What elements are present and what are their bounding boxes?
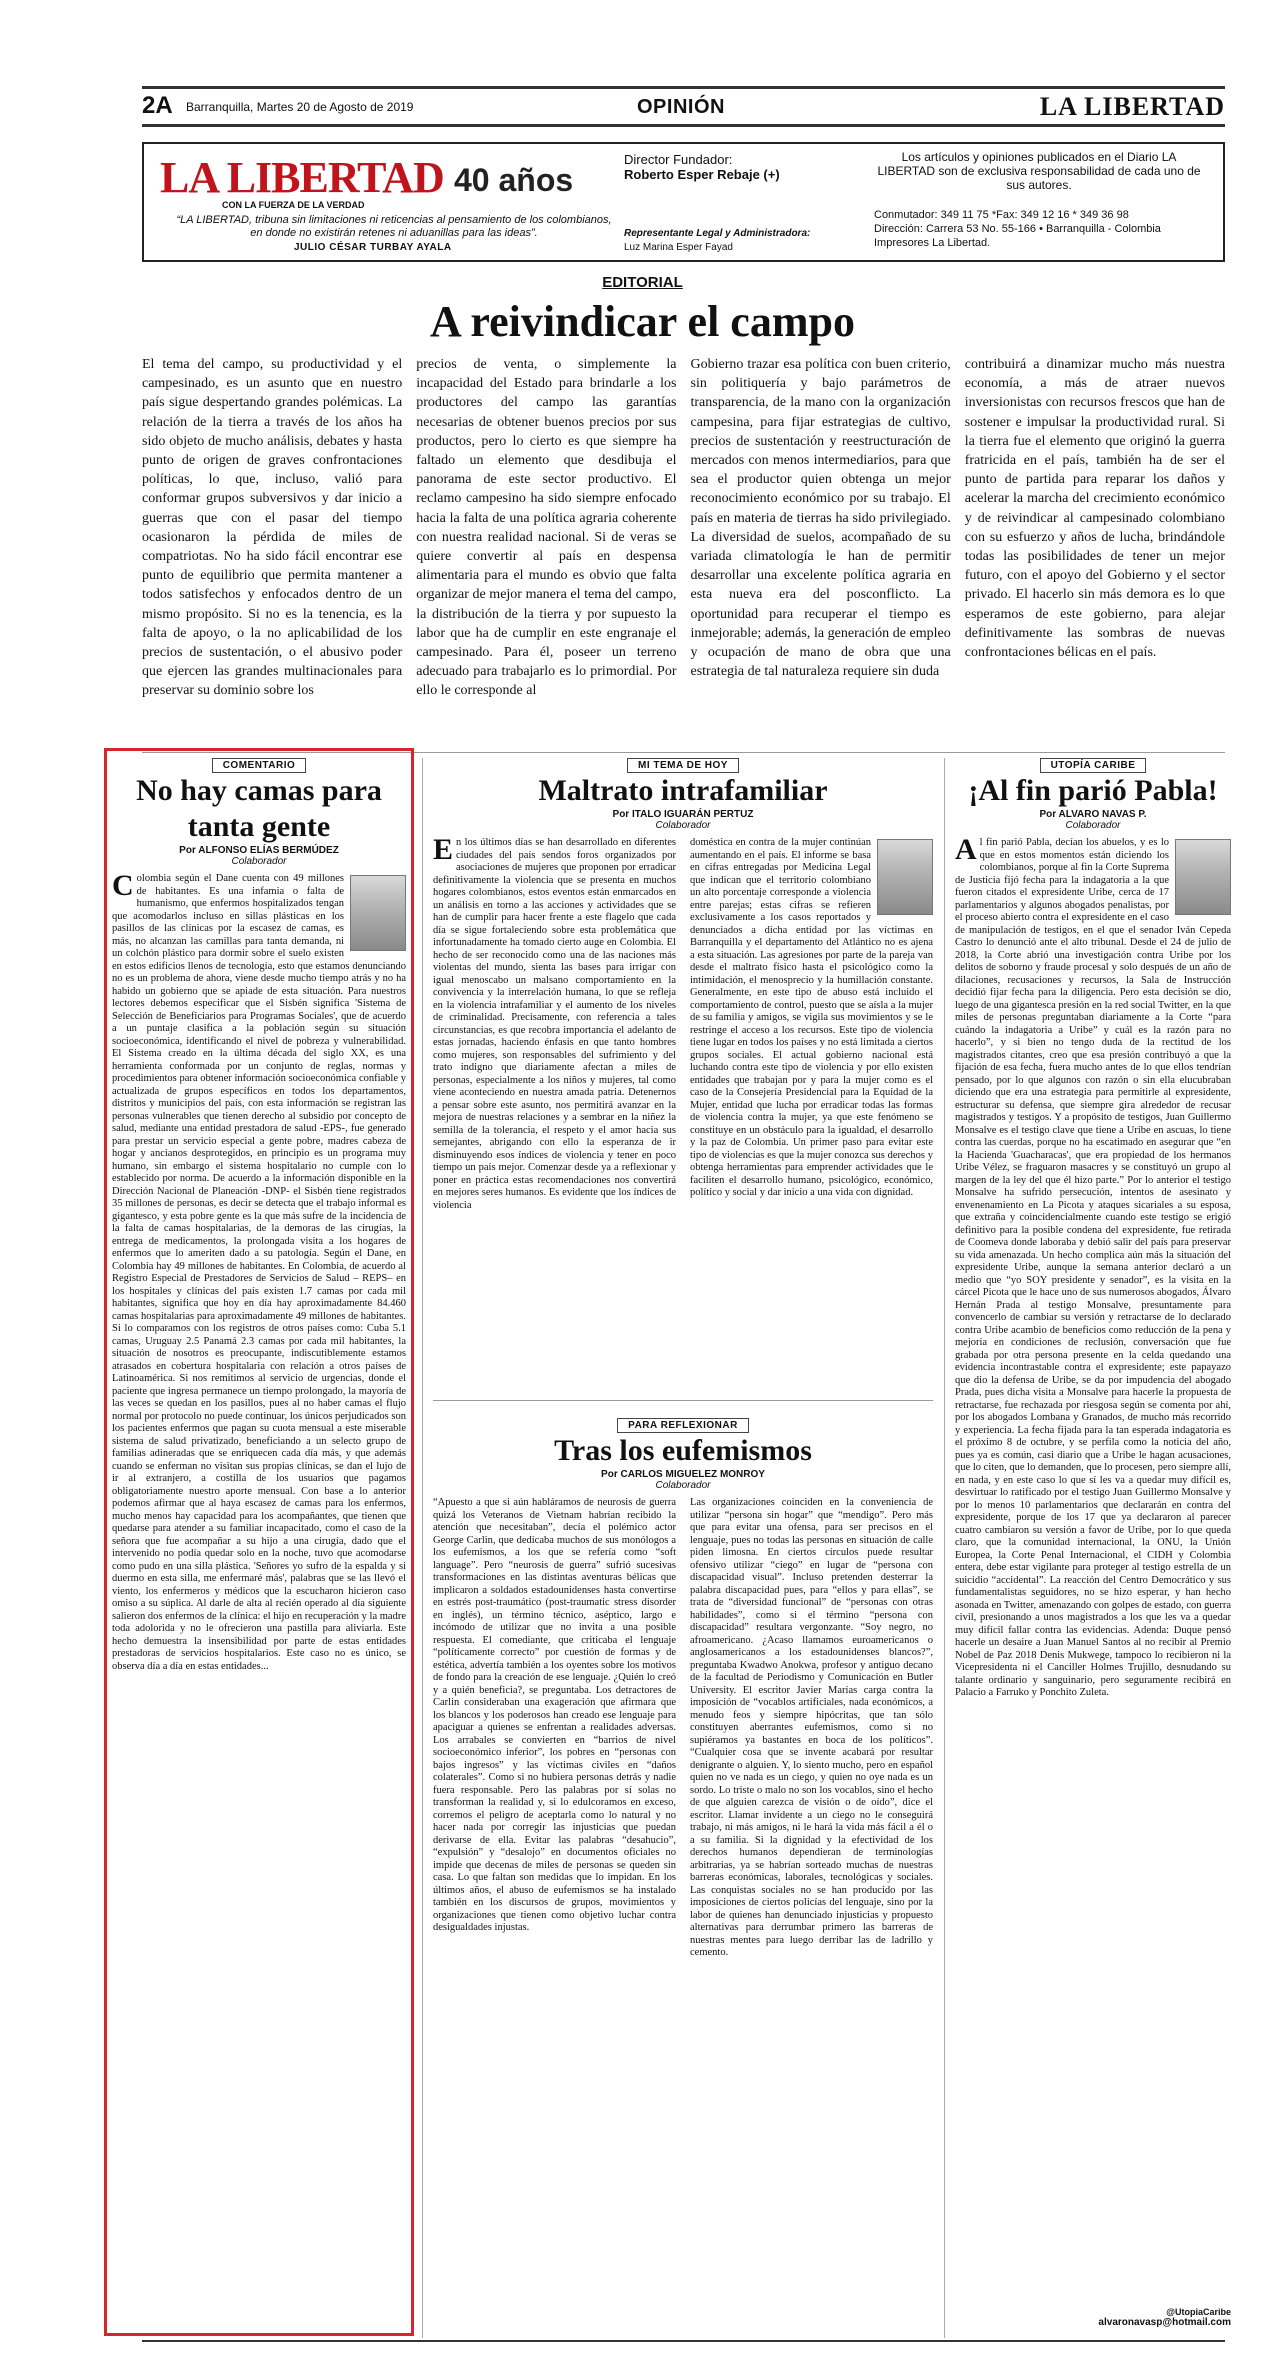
article-eufemismos xyxy=(433,1418,933,2338)
article-role: Colaborador xyxy=(231,856,287,867)
article-body: En los últimos días se han desarrollado en diferentes ciudades del país sendos foros organizados por asociaciones de mujeres que proponen por erradicar definitivamente la violencia que se presenta en muchos hogares colombianos, estos eventos están enmarcados en un análisis en torno a las acciones y actividades que se han de cumplir para hacer frente a este flagelo que cada día se sigue fortaleciendo sobre esta problemática que infortunadamente ha tomado cierto auge en Colombia. El hecho de ser reconocido como una de las naciones más violentas del mundo, sienta las bases para irrigar con igual menoscabo un malsano comportamiento en la convivencia y la interrelación humana, lo que se refleja en la violencia intrafamiliar y el aumento de los niveles de criminalidad. Precisamente, con referencia a tales circunstancias, es que recobra importancia el adelanto de estas jornadas, haciendo énfasis en que tanto hombres como mujeres, son responsables del sufrimiento y del trato indigno que diariamente afectan a miles de personas, especialmente a los niños y mujeres, tal como viene aconteciendo en nuestra amada patria. Detenernos a pensar sobre este asunto, nos permitirá avanzar en la mejora de nuestras relaciones y a sembrar en la niñez la semilla de la tolerancia, el respeto y el amor hacia sus semejantes, abrigando con ello la esperanza de ir disminuyendo esos índices de violencia y tener en poco tiempo un país mejor. Comenzar desde ya a reflexionar y poner en práctica estas recomendaciones nos convertirá en mejores seres humanos. Es evidente que los índices de violencia doméstica en contra de la mujer continúan aumentando en el país. El informe se basa en cifras entregadas por Medicina Legal que indican que el territorio colombiano un alto porcentaje corresponde a violencia entre parejas; estas cifras se refieren exclusivamente a los casos reportados y denunciados a dicha entidad por las víctimas en Barranquilla y el departamento del Atlántico no es ajena a esta situación. Las agresiones por parte de la pareja van desde el maltrato físico hasta el psicológico como la intimidación, el menosprecio y la humillación constante. Generalmente, en este tipo de abuso está incluido el comportamiento de control, puesto que se aísla a la mujer de su familia y amigos, se vigila sus movimientos y se le restringe el acceso a los recursos. Este tipo de violencia tiene lugar en todos los países y no está limitada a ciertos grupos sociales. El actual gobierno nacional está luchando contra este tipo de violencia y por ello existen entidades que trabajan por y para la mujer como es el caso de la Consejería Presidencial para la Equidad de la Mujer, entidad que lucha por erradicar todas las formas de violencia contra la mujer, ya que este fenómeno se constituye en un obstáculo para la igualdad, el desarrollo y la paz de Colombia. Un primer paso para evitar este tipo de violencias es que la mujer conozca sus derechos y obtenga herramientas para emprender actividades que le faciliten el desarrollo humano, psicológico, económico, político y social y dar inicio a una vida con dignidad. xyxy=(433,837,933,1211)
article-body: “Apuesto a que si aún habláramos de neurosis de guerra quizá los Veteranos de Vietnam habrían recibido la atención que necesitaban”, decía el polémico actor George Carlin, que dedicaba muchos de sus monólogos a los eufemismos, a los que se refería como “soft language”. Pero “neurosis de guerra” sufrió sucesivas transformaciones en las distintas aventuras bélicas que implicaron a soldados estadounidenses hasta convertirse en estrés post-traumático (post-traumatic stress disorder en inglés), un término técnico, aséptico, largo e incómodo de utilizar que no invita a una posible respuesta. El comediante, que criticaba el lenguaje “políticamente correcto” por cuestión de formas y de estética, advertía también a los oyentes sobre los motivos de fondo para la creación de ese lenguaje. ¿Quién lo creó y a quién beneficia?, se preguntaba. Los detractores de Carlin consideraban una exageración que afirmara que los blancos y los poderosos han creado ese lenguaje para apaciguar a quienes se enfrentan a realidades adversas. Los arrabales se convierten en “barrios de nivel socioeconómico inferior”, los pobres en “personas con bajos ingresos” y las víctimas civiles en “daños colaterales”. Como si no hubiera personas detrás y nadie fuera responsable. Pero las palabras por sí solas no transforman la realidad y, si lo edulcoramos en exceso, corremos el peligro de aceptarla como lo natural y no hacer nada por corregir las injusticias que puedan derivarse de ella. Evitar las palabras “desahucio”, “expulsión” y “desalojo” en documentos oficiales no impide que decenas de miles de personas se queden sin casa. Lo que faltan son medidas que lo impidan. En los últimos años, el abuso de eufemismos se ha instalado también en los discursos de grupos, movimientos y organizaciones que tienen como objetivo luchar contra desigualdades injustas. Las organizaciones coinciden en la conveniencia de utilizar “persona sin hogar” que “mendigo”. Pero más que para evitar una ofensa, para ser precisos en el lenguaje, pues no todas las personas en situación de calle piden limosna. En ciertos círculos puede resultar ofensivo utilizar “ciego” en lugar de “persona con discapacidad visual”. Incluso pretenden desterrar la palabra discapacidad pues, para “ellos y para ellas”, se trata de “diversidad funcional” de “personas con otras habilidades”, como si el término “persona con discapacidad” resultara vergonzante. “Soy negro, no afroamericano. ¿Acaso llamamos euroamericanos o anglosamericanos a los estadounidenses blancos?”, preguntaba Kwadwo Anokwa, profesor y antiguo decano de la facultad de Periodismo y Comunicación en Butler University. El escritor Javier Marías carga contra la imposición de “vocablos artificiales, nada económicos, a menudo feos y siempre hipócritas, que tan sólo constituyen aberrantes eufemismos, como si no supiéramos ya bastantes en boca de los políticos”. “Cualquier cosa que se invente acabará por resultar denigrante o alguien. Y, lo siento mucho, pero en español quien no ve nada es un ciego, y quien no oye nada es un sordo. Lo triste o malo no son los vocablos, sino el hecho de que alguien carezca de visión o de oído”, dice el escritor. Llamar invidente a un ciego no le conseguirá trabajo, ni más amigos, ni le hará la vida más fácil a él o a su familia. Si la dignidad y la efectividad de los derechos humanos dependieran de terminologías arbitrarias, ya se habrían sorteado muchas de nuestras barreras económicas, laborales, tecnológicas y sociales. Las conquistas sociales no se han producido por las imposiciones de ciertos policías del lenguaje, sino por la labor de quienes han denunciado injusticias y propuesto alternativas para derrumbar primero las barreras de nuestras mentes para luego derribar las de ladrillo y cemento. xyxy=(433,1497,933,1958)
drop-cap: E xyxy=(433,837,454,866)
drop-cap: C xyxy=(112,869,134,902)
director-label: Director Fundador: xyxy=(624,152,733,167)
masthead-slogan: CON LA FUERZA DE LA VERDAD xyxy=(222,200,365,210)
article-body: Colombia según el Dane cuenta con 49 millones de habitantes. Es una infamia o falta de humanismo, que enfermos hospitalizados tengan que acomodarlos incluso en sillas plásticas en los pasillos de las clínicas por la escasez de camas, es más, no alcanzan las camillas para tanta demanda, ni un colchón plástico para dormir sobre el suelo existen en estos edificios llenos de tecnología, esto que estamos denunciando no es un problema de ahora, viene desde mucho tiempo atrás y no ha habido un gobierno que se apiade de esta situación. Para nuestros lectores debemos especificar que el Sisbén significa 'Sistema de Selección de Beneficiarios para Programas Sociales', que de acuerdo a un puntaje clasifica a la población según su situación socioeconómica, identificando el nivel de pobreza y vulnerabilidad. El Sistema creado en la última década del siglo XX, es una herramienta conformada por un conjunto de reglas, normas y procedimientos para obtener información socioeconómica confiable y actualizada de grupos específicos en todos los departamentos, distritos y municipios del país, con esta información se registran las personas vulnerables que tienen derecho al subsidio por concepto de salud, mediante una entidad prestadora de salud -EPS-, fue generado para prestar un servicio especial a gente pobre, madres cabeza de hogar y ancianos desprotegidos, en principio es un programa muy humano, sin embargo el sistema hospitalario no cumple con lo establecido por norma. De acuerdo a la información disponible en la Dirección Nacional de Planeación -DNP- el Sisbén tiene registrados 35 millones de personas, es decir se detecta que el trabajo informal es gigantesco, y esta pobre gente es la que más sufre de la incidencia de la falta de camas hospitalarias, de la demoras de las cirugías, la entrega de medicamentos, la prolongada visita a los hogares de enfermos que lo ameriten dado a su patología. Según el Dane, en Colombia hay 49 millones de habitantes. En Colombia, de acuerdo al Registro Especial de Prestadores de Servicios de Salud – REPS– en los hospitales y clínicas del país existen 1.7 camas por cada mil habitantes, significa que hoy en día hay aproximadamente 84.460 camas hospitalarias para aproximadamente 49 millones de habitantes. Si lo comparamos con los registros de otros países como: Cuba 5.1 camas, Uruguay 2.5 Panamá 2.3 camas por cada mil habitantes, la situación de nosotros es preocupante, indiscutiblemente estamos atrasados en cobertura hospitalaria con relación a otros países de Latinoamérica. Si nos remitimos al servicio de urgencias, donde el paciente que ingresa permanece un tiempo prolongado, la mayoría de las veces se quedan en los pasillos, pues al no haber camas el flujo normal por protocolo no puede continuar, los únicos perjudicados son los pacientes enfermos que pagan su cuota mensual a este miserable sistema de salud privatizado, beneficiando a un selecto grupo de familias adineradas que se enriquecen cada día más, y que además cuando se enferman no visitan sus propias clínicas, se dan el lujo de ir al extranjero, a costilla de los usuarios que pagamos obligatoriamente nuestro aporte mensual. Con base a lo anterior podemos afirmar que al haya escasez de camas para los enfermos, mucho menos hay capacidad para los acompañantes, que tienen que quedarse para atender a su familiar incapacitado, como el caso de la señora que fue acompañar a su hijo a una cirugía, dado que el intervenido no podía quedar solo en la noche, tuvo que acomodarse como pudo en una silla plástica. 'Señores yo sufro de la espalda y si duermo en esta silla, me enfermaré más', palabras que se las llevó el viento, los enfermeros y médicos que la escucharon hicieron caso omiso a su súplica. Al darle de alta al recién operado al día siguiente salieron dos enfermos de la clínica: el hijo en recuperación y la madre toda adolorida y no le ofrecieron una pastilla para aliviarla. Este hecho demuestra la insensibilidad por parte de estas entidades prestadoras de servicios hospitalarios. Este caso no es único, se observa día a día en estas entidades... xyxy=(112,869,406,1672)
masthead-quote-author: JULIO CÉSAR TURBAY AYALA xyxy=(294,242,452,253)
drop-cap: A xyxy=(955,837,977,866)
masthead-logo: LA LIBERTAD xyxy=(160,153,444,202)
article-title: No hay camas para tanta gente xyxy=(136,774,382,843)
editorial-column: precios de venta, o simplemente la incapacidad del Estado para brindarle a los productores del campo las garantías necesarias de obtener buenos precios por sus productos, pero lo cierto es que siempre ha faltado un elemento que desdibuja el panorama de este sector productivo. El reclamo campesino ha sido siempre enfocado hacia la falta de una política agraria coherente con nuestra realidad nacional. Si de veras se quiere convertir al país en despensa alimentaria para el mundo es obvio que falta organizar de mejor manera el tema del campo, la distribución de la tierra y por supuesto la labor que ha de cumplir en este engranaje el campesinado. Para él, poseer un terreno adecuado para trabajarlo es lo primordial. Por ello le corresponde al xyxy=(416,357,677,699)
contact-info xyxy=(874,208,1161,250)
contact-address: Dirección: Carrera 53 No. 55-166 • Barranquilla - Colombia xyxy=(874,223,1161,235)
article-role: Colaborador xyxy=(655,1480,711,1491)
article-pabla xyxy=(955,758,1231,2338)
article-comentario xyxy=(112,758,406,2330)
article-role: Colaborador xyxy=(655,820,711,831)
article-title: ¡Al fin parió Pabla! xyxy=(968,774,1218,807)
editorial-title: A reivindicar el campo xyxy=(430,297,855,346)
disclaimer-note: Los artículos y opiniones publicados en el Diario LA LIBERTAD son de exclusiva responsabilidad de cada uno de sus autores. xyxy=(877,150,1201,192)
representative-name: Luz Marina Esper Fayad xyxy=(624,242,733,253)
article-kicker: PARA REFLEXIONAR xyxy=(617,1418,749,1433)
article-body: Al fin parió Pabla, decían los abuelos, y es lo que en estos momentos están diciendo los colombianos, porque al fin la Corte Suprema de Justicia fijó fecha para la indagatoria a la que fueron citados el expresidente Uribe, cerca de 17 parlamentarios y algunos abogados penalistas, por el proceso abierto contra el expresidente en el caso de manipulación de testigos, en el que el senador Iván Cepeda Castro lo denunció ante el alto tribunal. Desde el 24 de julio de 2018, la Corte abrió una investigación contra Uribe por los delitos de soborno y fraude procesal y solo después de un año de dilaciones, recusaciones y recursos, la Sala de Instrucción decidió fijar fecha para la diligencia. Pero esta decisión se dio, luego de una gigantesca presión en la red social Twitter, en la que miles de personas preguntaban diariamente a la Corte “para cuándo la indagatoria a Uribe” y cuál es la razón para no hacerlo”, y si bien no tengo duda de la rectitud de los magistrados citantes, creo que esa presión contribuyó a que la fijación de esa fecha, fuera mucho antes de lo que ellos tendrían pensado, por lo que algunos con razón o sin ella elucubraban diciendo que era una estrategia para permitirle al expresidente, estructurar su defensa, que siempre gira alrededor de recusar magistrados y testigos. Y a propósito de testigos, Juan Guillermo Monsalve es el testigo clave que tiene a Uribe en ascuas, lo tiene contra las cuerdas, porque no ha escatimado en asegurar que “en la Hacienda 'Guacharacas', que era propiedad de los hermanos Uribe Vélez, se fraguaron masacres y se constituyó un grupo al margen de la ley del que él hizo parte.” Por lo anterior el testigo Monsalve ha sufrido persecución, intentos de asesinato y envenenamiento en La Picota y ataques sicariales a su esposa, que extraña y coincidencialmente cuando este testigo se erigió definitivo para la posible condena del expresidente, fue retirada de Coomeva donde laboraba y debió salir del país para preservar su vida amenazada. Un hecho complica aún más la situación del expresidente Uribe, aunque la semana anterior declaró a un medio que “yo SOY presidente y senador”, es la visita en la cárcel Picota que le hace uno de sus numerosos abogados, Álvaro Hernán Prada al testigo Monsalve, presuntamente para convencerlo de cambiar su versión y retractarse de lo declarado contra Uribe acambio de beneficios como reducción de la pena y mejoría en condiciones de reclusión, conversación que fue grabada por otra persona presente en la celda quedando una evidencia incontrastable contra el expresidente; este papayazo que dio la defensa de Uribe, se da por impudencia del abogado Prada, pues dicha visita a Monsalve para hacerle la propuesta de retractarse, fue rechazada por riesgosa según se comenta por ahí, por los abogados Lombana y Granados, de mucho más recorrido y experiencia. La fecha fijada para la tan esperada indagatoria es el próximo 8 de octubre, y se perfila como la noticia del año, pues ya es común, casi diario que a Uribe le hagan acusaciones, que lo citen, que lo demanden, que lo procesen, pero siempre allí, en nada, y en este caso lo que sí les va a quedar muy difícil es, desvirtuar lo ratificado por el testigo Juan Guillermo Monsalve y por lo menos 10 parlamentarios que declararán en contra del expresidente, porque de los 17 que ya declararon al parecer cuatro cambiaron su versión a favor de Uribe, por lo que queda claro, que la comunidad internacional, la ONU, la Unión Europea, la Corte Penal Internacional, el CIDH y Colombia entera, debe estar vigilante para proteger al testigo estrella de un suicidio “accidental”. La reacción del Centro Democrático y sus fundamentalistas seguidores, no se hizo esperar, y han hecho asonada en Twitter, amenazando con golpes de estado, con guerra civil, presionando a unos magistrados a los que les va a quedar muy difícil fallar contra las evidencias. Adenda: Duque pensó hacerle un desaire a Juan Manuel Santos al no recibir al Premio Nobel de Paz 2018 Denis Mukwege, tampoco lo recibieron ni la Vicepresidenta ni el Canciller Holmes Trujillo, desnudando su talante ordinario y sanguinario, pero seguramente recibirá en Palacio a Farruko y Ponchito Zuleta. xyxy=(955,837,1231,1698)
article-title: Tras los eufemismos xyxy=(554,1434,812,1467)
header-rule xyxy=(142,124,1225,127)
bottom-rule xyxy=(142,2340,1225,2342)
masthead-years: 40 años xyxy=(454,162,574,198)
article-byline: Por CARLOS MIGUELEZ MONROY xyxy=(601,1469,765,1480)
contact-phone: Conmutador: 349 11 75 *Fax: 349 12 16 * 349 36 98 xyxy=(874,209,1129,221)
article-maltrato xyxy=(433,758,933,1393)
editorial-body xyxy=(142,355,1225,748)
director-name: Roberto Esper Rebaje (+) xyxy=(624,167,780,182)
column-divider xyxy=(944,758,945,2338)
editorial-column: El tema del campo, su productividad y el campesinado, es un asunto que en nuestro país sigue despertando grandes polémicas. La relación de la tierra a través de los años ha sido objeto de mucho análisis, debates y hasta punto de origen de graves confrontaciones políticas, lo que, incluso, valió para conformar grupos subversivos y dar inicio a guerras que con el pasar del tiempo ocasionaron la pérdida de miles de compatriotas. No ha sido fácil encontrar ese punto de equilibrio que permita mantener a todos satisfechos y enfocados dentro de un mismo propósito. Si no es la tenencia, es la falta de apoyo, o la no aplicabilidad de los precios de sustentación, o el abusivo poder que ejercen las grandes multinacionales para preservar su dominio sobre los xyxy=(142,357,403,699)
article-role: Colaborador xyxy=(1065,820,1121,831)
author-photo xyxy=(350,875,406,951)
article-kicker: UTOPÍA CARIBE xyxy=(1040,758,1147,773)
section-name: OPINIÓN xyxy=(637,96,725,118)
page-number: 2A xyxy=(142,92,173,119)
article-title: Maltrato intrafamiliar xyxy=(538,774,828,807)
dateline: Barranquilla, Martes 20 de Agosto de 2019 xyxy=(186,100,414,114)
editorial-column: Gobierno trazar esa política con buen criterio, sin politiquería y bajo parámetros de transparencia, de la mano con la organización campesina, para fijar estrategias de cultivo, precios de sustentación y reestructuración de mercados con menos intermediarios, para que sea el productor quien obtenga un mejor reconocimiento económico por su trabajo. El país en materia de tierras ha sido privilegiado. La diversidad de suelos, acompañado de su variada climatología le han de permitir desarrollar una excelente política agraria en esta nueva era del posconflicto. La oportunidad para recuperar el tiempo es inmejorable; además, la generación de empleo y ocupación de mano de obra que una estrategia de tal naturaleza requiere sin duda xyxy=(690,357,951,680)
article-byline: Por ALFONSO ELÍAS BERMÚDEZ xyxy=(179,845,339,856)
masthead-quote: “LA LIBERTAD, tribuna sin limitaciones ni reticencias al pensamiento de los colombianos, en donde no existirán retenes ni aduanillas para las ideas”. xyxy=(176,214,612,239)
article-byline: Por ALVARO NAVAS P. xyxy=(1039,809,1147,820)
masthead xyxy=(142,142,1225,262)
column-divider xyxy=(422,758,423,2338)
editorial-kicker: EDITORIAL xyxy=(602,274,683,291)
article-kicker: MI TEMA DE HOY xyxy=(627,758,739,773)
contact-printer: Impresores La Libertad. xyxy=(874,237,991,249)
editorial-column: contribuirá a dinamizar mucho más nuestra economía, a más de atraer nuevos inversionistas con recursos frescos que han de sostener e impulsar la productividad rural. Si la tierra fue el elemento que originó la guerra fratricida en el país, también ha de ser el punto de partida para reparar los daños y acelerar la marcha del crecimiento económico y de reivindicar al campesinado colombiano con su esfuerzo y años de lucha, brindándole todas las posibilidades de tener un mejor futuro, con el apoyo del Gobierno y el sector privado. El hacerlo sin más demora es lo que esperamos de este gobierno, para alejar definitivamente las sombras de nuevas confrontaciones bélicas en el país. xyxy=(964,357,1225,661)
author-email: alvaronavasp@hotmail.com xyxy=(1098,2317,1231,2328)
section-divider xyxy=(433,1400,933,1401)
author-photo xyxy=(1175,839,1231,915)
article-byline: Por ITALO IGUARÁN PERTUZ xyxy=(612,809,754,820)
paper-name: LA LIBERTAD xyxy=(1039,92,1225,121)
author-handle: @UtopiaCaribe xyxy=(1166,2307,1231,2317)
article-kicker: COMENTARIO xyxy=(212,758,307,773)
page-header xyxy=(142,92,1225,122)
top-rule xyxy=(142,86,1225,89)
author-photo xyxy=(877,839,933,915)
representative-label: Representante Legal y Administradora: xyxy=(624,228,811,239)
